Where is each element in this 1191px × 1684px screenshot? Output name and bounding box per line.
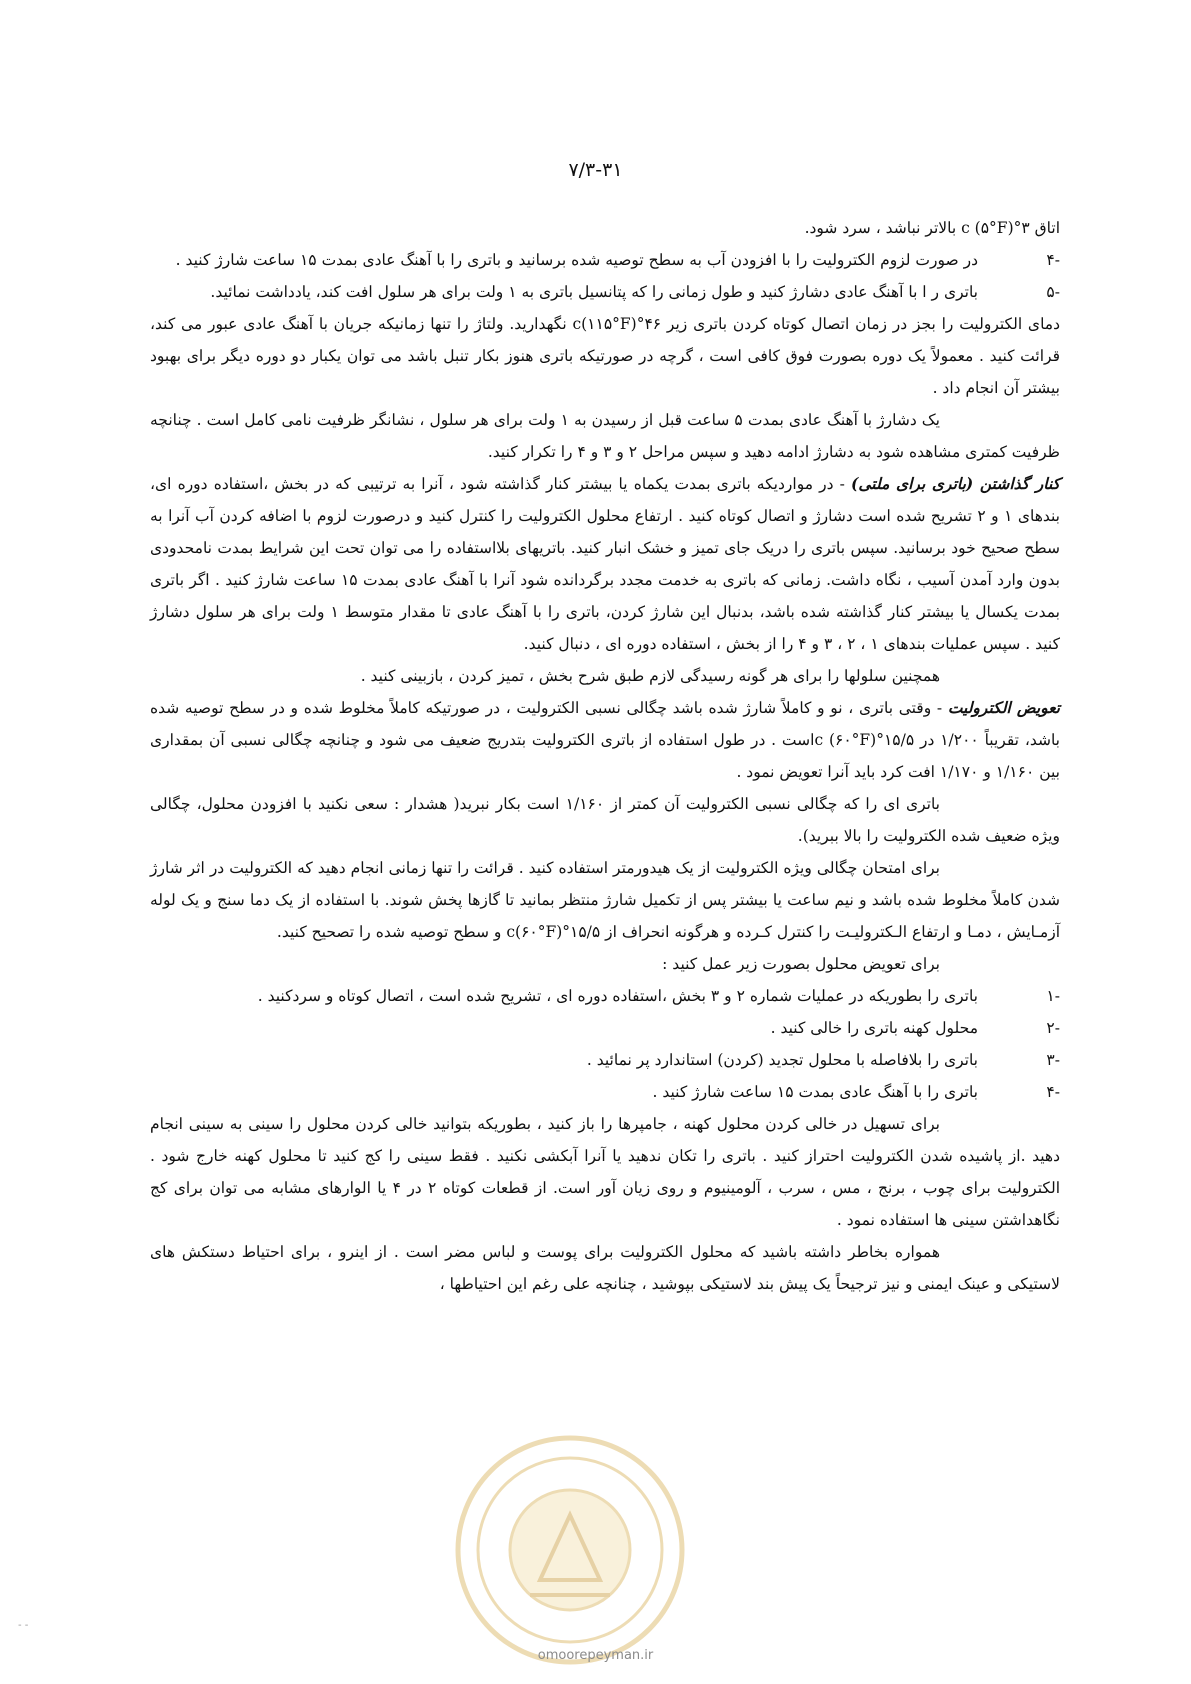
paragraph: همچنین سلولها را برای هر گونه رسیدگی لازم طبق شرح بخش ، تمیز کردن ، بازبینی کنید . xyxy=(360,667,940,685)
paragraph: یک دشارژ با آهنگ عادی بمدت ۵ ساعت قبل از رسیدن به ۱ ولت برای هر سلول ، نشانگر ظرفیت نامی کامل است . چنانچه ظرفیت کمتری مشاهده شود به دشارژ ادامه دهید و سپس مراحل ۲ و ۳ و ۴ را تکرار کنید. xyxy=(150,411,1060,461)
step-number: -۲ xyxy=(1046,1019,1060,1037)
document-body xyxy=(150,212,1060,1300)
step-item xyxy=(150,1076,1060,1108)
step-text: باتری را با آهنگ عادی بمدت ۱۵ ساعت شارژ کنید . xyxy=(652,1083,978,1101)
corner-mark: - - xyxy=(18,1620,29,1631)
section-title: تعویض الکترولیت xyxy=(947,698,1060,717)
step-number: -۵ xyxy=(1046,283,1060,301)
paragraph xyxy=(150,692,1060,788)
step-number: -۴ xyxy=(1046,1083,1060,1101)
paragraph: دمای الکترولیت را بجز در زمان اتصال کوتاه کردن باتری زیر ۴۶°c(۱۱۵°F) نگهدارید. ولتاژ را تنها زمانیکه جریان با آهنگ عادی عبور می کند، قرائت کنید . معمولاً یک دوره بصورت فوق کافی است ، گرچه در صورتیکه باتری هنوز بکار تنبل باشد می توان یکبار دو دوره دیگر برای بهبود بیشتر آن انجام داد . xyxy=(150,315,1060,397)
step-item xyxy=(150,1044,1060,1076)
step-text: محلول کهنه باتری را خالی کنید . xyxy=(770,1019,978,1037)
step-text: باتری را بطوریکه در عملیات شماره ۲ و ۳ بخش ،استفاده دوره ای ، تشریح شده است ، اتصال کوتاه و سردکنید . xyxy=(257,987,978,1005)
step-text: باتری را بلافاصله با محلول تجدید (کردن) استاندارد پر نمائید . xyxy=(586,1051,978,1069)
paragraph-text: - در مواردیکه باتری بمدت یکماه یا بیشتر کنار گذاشته شود ، آنرا به ترتیبی که در بخش ،استفاده دوره ای، بندهای ۱ و ۲ تشریح شده است دشارژ و اتصال کوتاه کنید . ارتفاع محلول الکترولیت را کنترل کنید و درصورت لزوم با اضافه کردن آب آنرا به سطح صحیح خود برسانید. سپس باتری را دریک جای تمیز و خشک انبار کنید. باتریهای بلااستفاده را می توان تحت این شرایط بمدت نامحدودی بدون وارد آمدن آسیب ، نگاه داشت. زمانی که باتری به خدمت مجدد برگردانده شود آنرا با آهنگ عادی بمدت ۱۵ ساعت شارژ کنید . اگر باتری بمدت یکسال یا بیشتر کنار گذاشته شده باشد، بدنبال این شارژ کردن، باتری را با آهنگ عادی تا مقدار متوسط ۱ ولت برای هر سلول دشارژ کنید . سپس عملیات بندهای ۱ ، ۲ ، ۳ و ۴ را از بخش ، استفاده دوره ای ، دنبال کنید. xyxy=(150,475,1060,653)
step-number: -۴ xyxy=(1046,251,1060,269)
paragraph: برای امتحان چگالی ویژه الکترولیت از یک هیدورمتر استفاده کنید . قرائت را تنها زمانی انجام دهید که الکترولیت در اثر شارژ شدن کاملاً مخلوط شده باشد و نیم ساعت یا بیشتر پس از تکمیل شارژ منتظر بمانید تا گازها پخش شوند. با استفاده از یک دما سنج و یک لوله آزمـایش ، دمـا و ارتفاع الـکترولیـت را کنترل کـرده و هرگونه انحراف از ۱۵/۵°c(۶۰°F) و سطح توصیه شده را تصحیح کنید. xyxy=(150,859,1060,941)
step-number: -۱ xyxy=(1046,987,1060,1005)
step-item xyxy=(150,980,1060,1012)
paragraph-continuation: اتاق ۳°c (۵°F) بالاتر نباشد ، سرد شود. xyxy=(804,219,1060,237)
section-title: کنار گذاشتن (باتری برای ملتی) xyxy=(851,474,1060,493)
paragraph: همواره بخاطر داشته باشید که محلول الکترولیت برای پوست و لباس مضر است . از اینرو ، برای احتیاط دستکش های لاستیکی و عینک ایمنی و نیز ترجیحاً یک پیش بند لاستیکی بپوشید ، چنانچه علی رغم این احتیاطها ، xyxy=(150,1243,1060,1293)
step-text: باتری ر ا با آهنگ عادی دشارژ کنید و طول زمانی را که پتانسیل باتری به ۱ ولت برای هر سلول افت کند، یادداشت نمائید. xyxy=(210,283,978,301)
page-number: ۷/۳-۳۱ xyxy=(568,159,623,181)
paragraph xyxy=(150,468,1060,660)
paragraph-text: - وقتی باتری ، نو و کاملاً شارژ شده باشد چگالی نسبی الکترولیت ، در صورتیکه کاملاً مخلوط شده و در سطح توصیه شده باشد، تقریباً ۱/۲۰۰ در ۱۵/۵°c (۶۰°F)است . در طول استفاده از باتری الکترولیت بتدریج ضعیف می شود و چنانچه چگالی نسبی آن بمقداری بین ۱/۱۶۰ و ۱/۱۷۰ افت کرد باید آنرا تعویض نمود . xyxy=(150,699,1060,781)
step-number: -۳ xyxy=(1046,1051,1060,1069)
footer-watermark-text: omoorepeyman.ir xyxy=(537,1648,654,1663)
step-item xyxy=(150,276,1060,308)
paragraph: برای تعویض محلول بصورت زیر عمل کنید : xyxy=(662,955,940,973)
watermark-seal-icon xyxy=(450,1430,690,1670)
step-item xyxy=(150,244,1060,276)
paragraph: باتری ای را که چگالی نسبی الکترولیت آن کمتر از ۱/۱۶۰ است بکار نبرید( هشدار : سعی نکنید با افزودن محلول، چگالی ویژه ضعیف شده الکترولیت را بالا ببرید). xyxy=(150,795,1060,845)
paragraph: برای تسهیل در خالی کردن محلول کهنه ، جامپرها را باز کنید ، بطوریکه بتوانید خالی کردن محلول را سینی به سینی انجام دهید .از پاشیده شدن الکترولیت احتراز کنید . باتری را تکان ندهید یا آنرا آبکشی نکنید . فقط سینی را کج کنید تا محلول کهنه خارج شود . الکترولیت برای چوب ، برنج ، مس ، سرب ، آلومینیوم و روی زیان آور است. از قطعات کوتاه ۲ در ۴ یا الوارهای مشابه می توان برای کج نگاهداشتن سینی ها استفاده نمود . xyxy=(150,1115,1060,1229)
step-text: در صورت لزوم الکترولیت را با افزودن آب به سطح توصیه شده برسانید و باتری را با آهنگ عادی بمدت ۱۵ ساعت شارژ کنید . xyxy=(175,251,978,269)
step-item xyxy=(150,1012,1060,1044)
